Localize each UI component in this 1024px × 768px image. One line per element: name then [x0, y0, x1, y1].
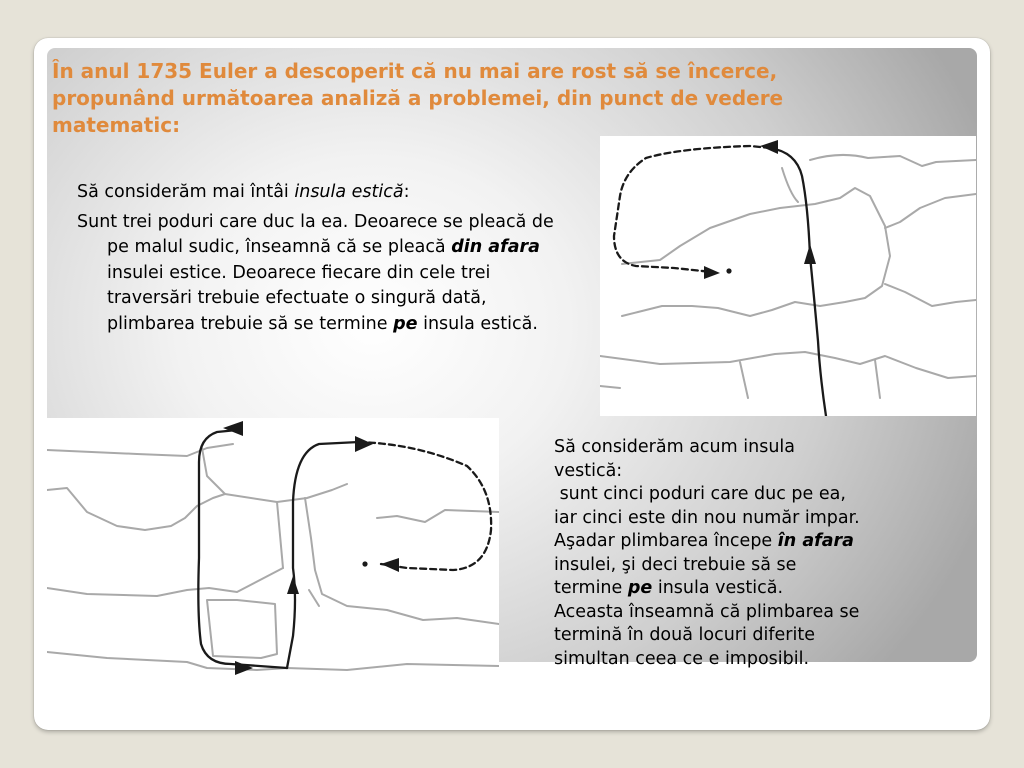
emphasis-pe: pe	[393, 313, 418, 334]
east-island-text	[77, 180, 562, 341]
end-point-marker	[362, 561, 367, 566]
intro-colon: :	[403, 182, 410, 202]
text-line: vestică:	[554, 460, 623, 481]
arrow-left-icon	[760, 140, 778, 154]
text-line: Aceasta înseamnă că plimbarea se	[554, 601, 860, 622]
arrow-right-icon	[355, 436, 373, 452]
text-line	[554, 577, 954, 601]
east-island-sketch	[600, 136, 976, 416]
text-segment: termine	[554, 578, 628, 598]
route-arrows	[704, 140, 816, 279]
river-banks	[600, 155, 976, 398]
route-arrows	[223, 421, 399, 675]
east-island-intro	[77, 180, 562, 206]
text-line: sunt cinci poduri care duc pe ea,	[554, 484, 846, 504]
title-line-1: În anul 1735 Euler a descoperit că nu mai are rost să se încerce,	[52, 59, 778, 83]
end-point-marker	[726, 268, 731, 273]
west-island-sketch	[47, 418, 499, 688]
text-line: Să considerăm acum insula	[554, 437, 795, 457]
emphasis-pe: pe	[627, 578, 653, 598]
arrow-up-icon	[287, 576, 299, 594]
text-line: insulei, şi deci trebuie să se	[554, 554, 797, 575]
east-island-paragraph	[77, 210, 562, 338]
west-island-text	[554, 436, 954, 671]
arrow-left-icon	[381, 558, 399, 572]
east-island-route-drawing	[600, 136, 976, 416]
text-segment: Aşadar plimbarea începe	[554, 531, 778, 551]
arrow-right-icon	[235, 661, 253, 675]
slide-title	[52, 58, 912, 139]
text-line: termină în două locuri diferite	[554, 625, 815, 645]
west-island-route-drawing	[47, 418, 499, 688]
arrow-up-icon	[804, 244, 816, 264]
paragraph-text: insula estică.	[417, 313, 538, 334]
emphasis-din-afara: din afara	[451, 237, 540, 257]
arrow-right-icon	[704, 266, 720, 279]
route-path	[198, 430, 491, 668]
title-line-2: propunând următoarea analiză a problemei, din punct de vedere	[52, 86, 784, 110]
intro-text: Să considerăm mai întâi	[77, 182, 295, 202]
text-line: iar cinci este din nou număr impar.	[554, 507, 860, 528]
river-banks	[47, 444, 499, 670]
text-line	[554, 530, 954, 554]
emphasis-in-afara: în afara	[777, 531, 854, 551]
paragraph-text: insulei estice. Deoarece fiecare din cele trei traversări trebuie efectuate o singură dată, plimbarea trebuie să se termine	[107, 262, 491, 334]
text-segment: insula vestică.	[652, 578, 784, 598]
text-line: simultan ceea ce e imposibil.	[554, 648, 810, 669]
intro-emphasis: insula estică	[294, 182, 404, 202]
route-path	[614, 146, 826, 416]
paragraph-text: Sunt trei poduri care duc la ea. Deoarece se pleacă de pe malul sudic, înseamnă că se pleacă	[77, 211, 554, 257]
title-line-3: matematic:	[52, 113, 181, 137]
arrow-left-icon	[223, 421, 243, 436]
